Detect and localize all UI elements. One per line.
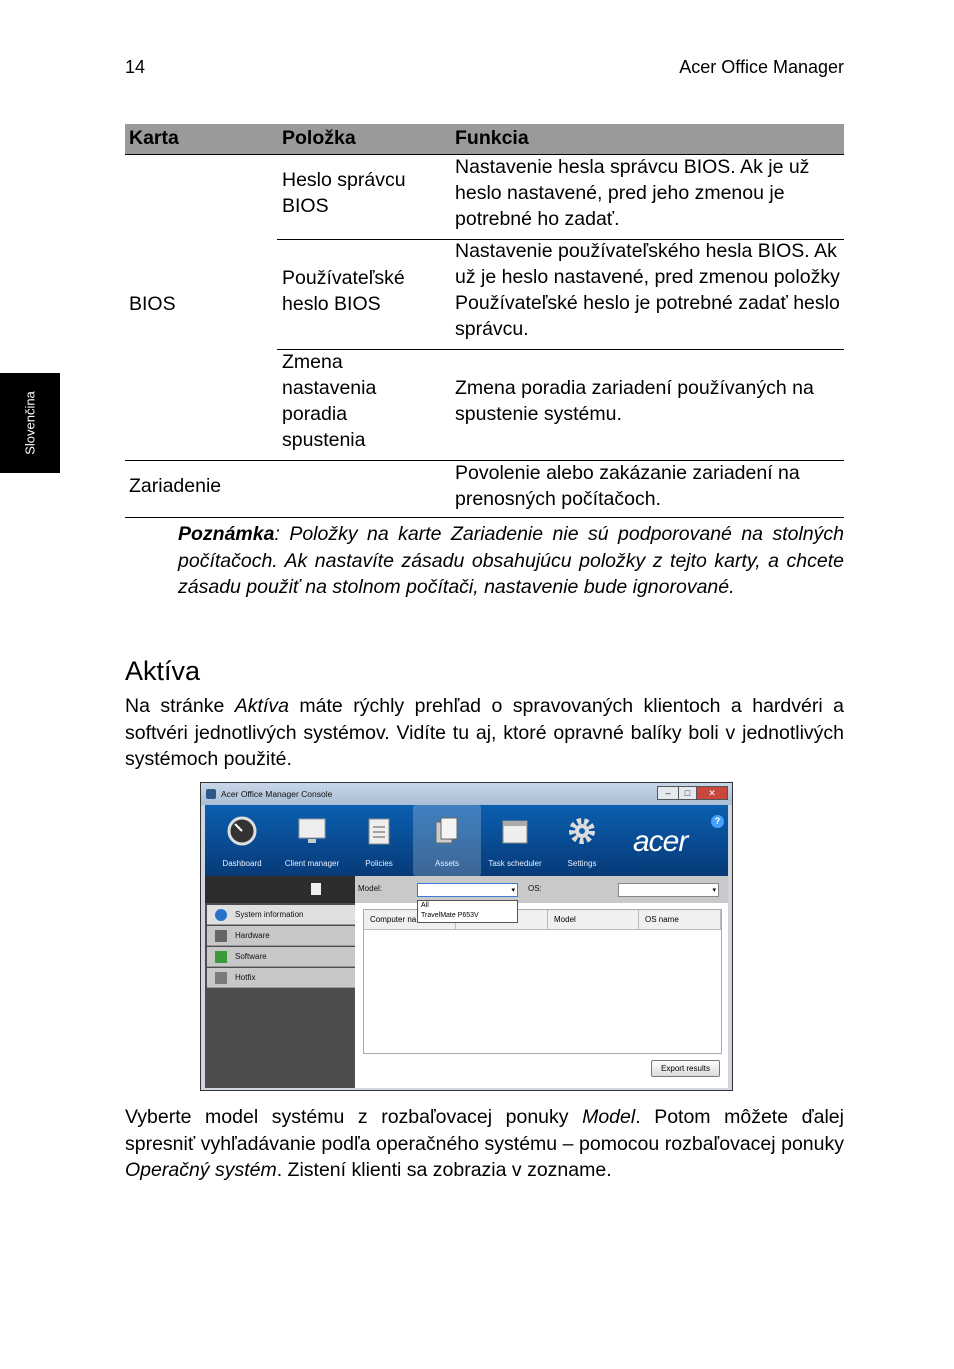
clipboard-icon xyxy=(363,815,395,847)
col-header-karta: Karta xyxy=(129,127,179,149)
software-icon xyxy=(215,951,227,963)
chevron-down-icon: ▾ xyxy=(712,887,716,894)
col-header-funkcia: Funkcia xyxy=(455,127,529,149)
outro-paragraph: Vyberte model systému z rozbaľovacej ponuky Model. Potom môžete ďalej spresniť vyhľadávanie podľa operačného systému – pomocou rozbaľovacej ponuky Operačný systém. Zistení klienti sa zobrazia v zozname. xyxy=(125,1106,844,1181)
func-boot-order: Zmena poradia zariadení používaných na spustenie systému. xyxy=(455,377,814,425)
col-os-name[interactable]: OS name xyxy=(639,910,721,930)
note-text: : Položky na karte Zariadenie nie sú podporované na stolných počítačoch. Ak nastavíte zásadu obsahujúcu položky z tejto karty, a chcete zásadu použiť na stolnom počítači, nastavenie bude ignorované. xyxy=(178,523,844,598)
table-header xyxy=(125,124,844,154)
item-boot-order: Zmena nastavenia poradia spustenia xyxy=(282,351,377,451)
assets-sidebar xyxy=(205,876,355,1088)
wrench-icon xyxy=(215,972,227,984)
tool-dashboard[interactable]: Dashboard xyxy=(208,805,276,876)
info-icon xyxy=(215,909,227,921)
running-title: Acer Office Manager xyxy=(679,57,844,77)
tab-device: Zariadenie xyxy=(129,475,222,497)
col-computer-name[interactable]: Computer na xyxy=(364,910,456,930)
clients-grid xyxy=(363,909,722,1054)
note-label: Poznámka xyxy=(178,523,275,545)
tool-client-manager[interactable]: Client manager xyxy=(278,805,346,876)
nav-hardware[interactable]: Hardware xyxy=(207,926,355,946)
page-number: 14 xyxy=(125,57,146,77)
section-title: Aktíva xyxy=(125,656,201,686)
model-dropdown-list xyxy=(417,900,518,923)
model-label: Model: xyxy=(358,884,383,893)
export-results-button[interactable]: Export results xyxy=(651,1060,720,1077)
main-toolbar xyxy=(205,805,728,876)
calendar-icon xyxy=(499,815,531,847)
tool-settings[interactable]: Settings xyxy=(548,805,616,876)
func-device: Povolenie alebo zakázanie zariadení na prenosných počítačoch. xyxy=(455,462,800,510)
tab-bios: BIOS xyxy=(129,293,176,315)
os-select[interactable] xyxy=(618,883,719,897)
minimize-button[interactable]: – xyxy=(657,786,679,800)
item-admin-password: Heslo správcu BIOS xyxy=(282,169,406,217)
tool-policies[interactable]: Policies xyxy=(345,805,413,876)
filter-bar xyxy=(355,876,728,903)
note-paragraph xyxy=(178,521,844,601)
language-tab xyxy=(0,373,60,473)
assets-content xyxy=(355,876,728,1088)
col-header-polozka: Položka xyxy=(282,127,356,149)
nav-software[interactable]: Software xyxy=(207,947,355,967)
window-title: Acer Office Manager Console xyxy=(221,789,333,799)
language-tab-label: Slovenčina xyxy=(22,391,38,455)
app-icon xyxy=(206,789,216,799)
option-all[interactable]: All xyxy=(421,902,429,909)
close-button[interactable]: ✕ xyxy=(696,786,728,800)
acer-logo: acer xyxy=(633,825,688,858)
monitor-icon xyxy=(296,815,328,847)
model-select[interactable] xyxy=(417,883,518,897)
nav-hotfix[interactable]: Hotfix xyxy=(207,968,355,988)
option-travelmate[interactable]: TravelMate P653V xyxy=(421,912,479,919)
nav-system-information[interactable]: System information xyxy=(207,905,355,925)
hardware-icon xyxy=(215,930,227,942)
maximize-button[interactable]: □ xyxy=(678,786,697,800)
intro-paragraph: Na stránke Aktíva máte rýchly prehľad o spravovaných klientoch a hardvéri a softvéri jednotlivých systémov. Vidíte tu aj, ktoré opravné balíky boli v jednotlivých systémoch použité. xyxy=(125,695,844,770)
window-titlebar xyxy=(201,783,732,805)
document-icon xyxy=(311,883,321,895)
col-model[interactable]: Model xyxy=(548,910,639,930)
os-label: OS: xyxy=(528,884,542,893)
sidebar-header xyxy=(205,876,355,903)
tool-task-scheduler[interactable]: Task scheduler xyxy=(481,805,549,876)
help-icon[interactable]: ? xyxy=(711,815,724,828)
console-screenshot xyxy=(200,782,733,1091)
documents-icon xyxy=(431,815,463,847)
gear-icon xyxy=(566,815,598,847)
tool-assets[interactable]: Assets xyxy=(413,805,481,876)
chevron-down-icon: ▾ xyxy=(511,887,515,894)
func-admin-password: Nastavenie hesla správcu BIOS. Ak je už heslo nastavené, pred jeho zmenou je potrebné ho zadať. xyxy=(455,156,810,230)
gauge-icon xyxy=(226,815,258,847)
func-user-password: Nastavenie používateľského hesla BIOS. Ak už je heslo nastavené, pred zmenou položky Používateľské heslo je potrebné zadať heslo správcu. xyxy=(455,240,840,340)
item-user-password: Používateľské heslo BIOS xyxy=(282,267,405,315)
